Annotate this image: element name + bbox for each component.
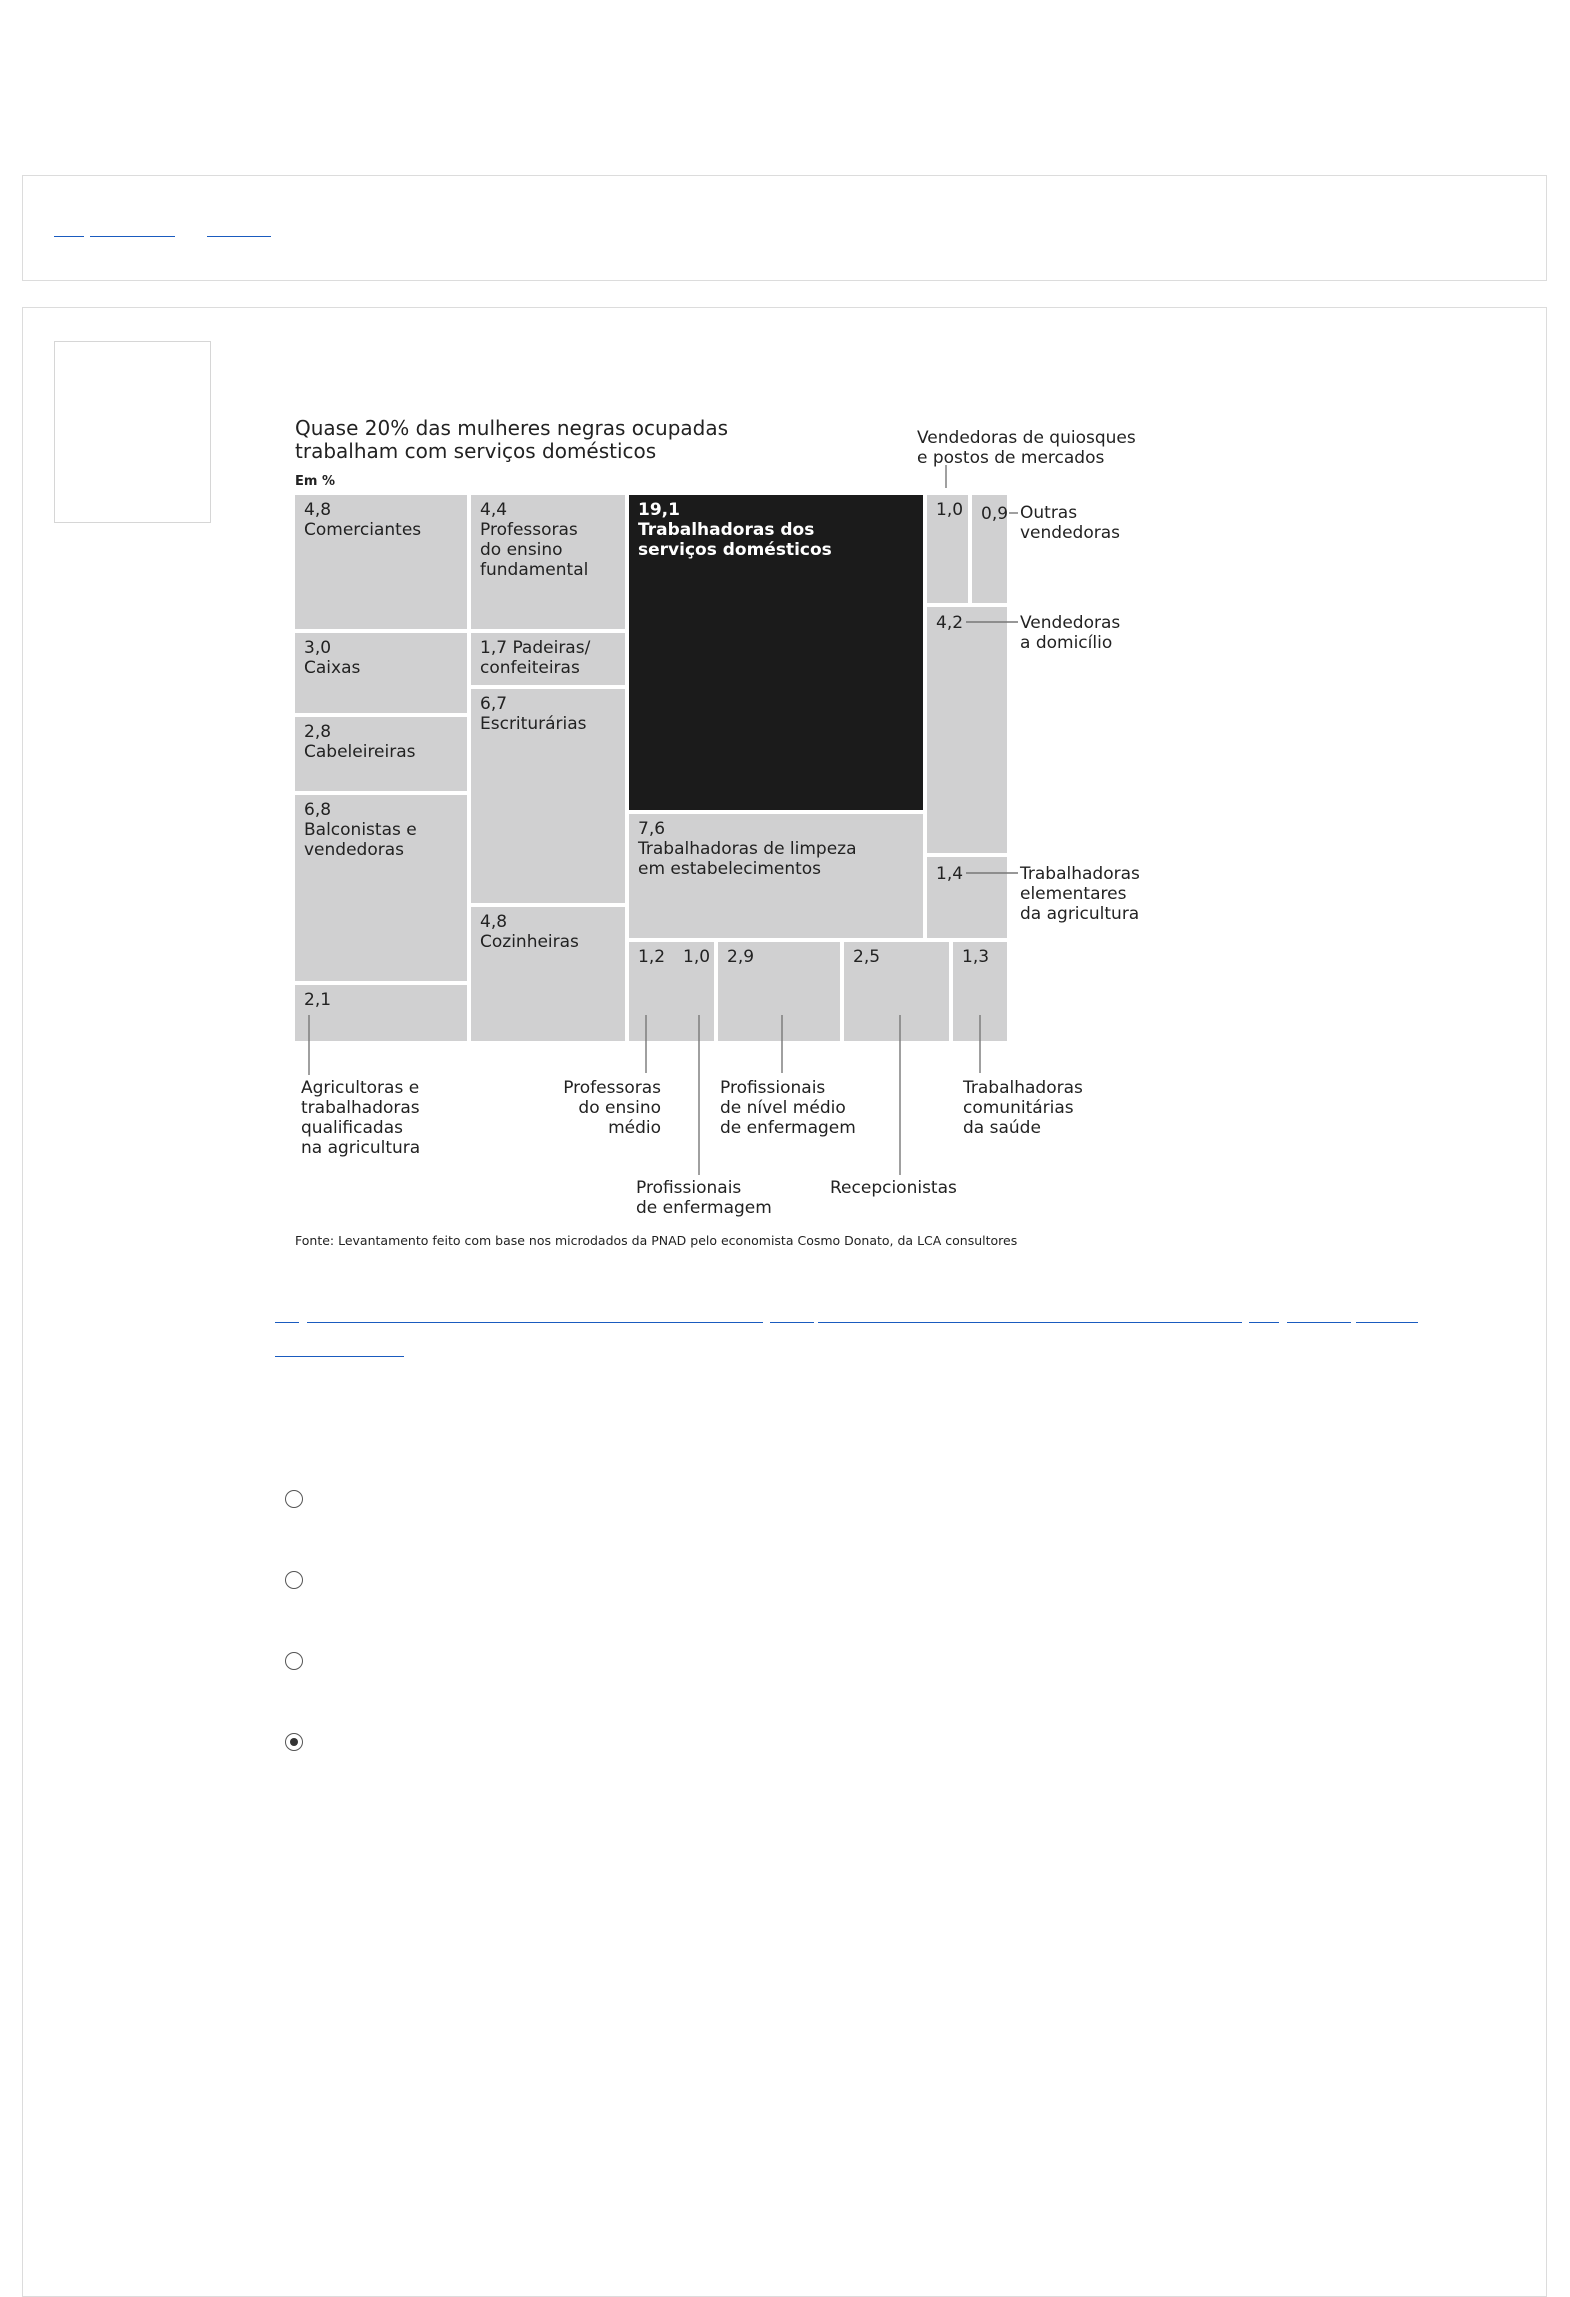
cell-label: 6,8 Balconistas e vendedoras [304,800,417,860]
chart-title: Quase 20% das mulheres negras ocupadas trabalham com serviços domésticos [295,416,729,463]
cell-label: 3,0 Caixas [304,638,361,678]
outside-label: Agricultoras e trabalhadoras qualificadas na agricultura [301,1078,421,1158]
caption-link-8[interactable] [275,1356,404,1357]
cell-label: 4,4 Professoras do ensino fundamental [480,500,589,580]
outside-label: Vendedoras de quiosques e postos de mercados [917,428,1136,468]
treemap-cell [927,607,1007,853]
cell-label: 4,8 Cozinheiras [480,912,579,952]
cell-label: 1,7 Padeiras/ confeiteiras [480,638,591,678]
cell-value: 2,5 [853,947,881,967]
answer-option-1[interactable] [285,1490,303,1508]
caption-link-3[interactable] [770,1322,814,1323]
caption-link-6[interactable] [1287,1322,1351,1323]
answer-option-2[interactable] [285,1571,303,1589]
top-link-1[interactable] [54,236,84,237]
caption-link-4[interactable] [818,1322,1242,1323]
cell-value: 1,3 [962,947,990,967]
answer-option-3[interactable] [285,1652,303,1670]
treemap-chart [290,410,1170,1260]
cell-value: 2,9 [727,947,755,967]
caption-link-2[interactable] [307,1322,763,1323]
cell-label: 7,6 Trabalhadoras de limpeza em estabelecimentos [638,819,857,879]
cell-value: 1,2 [638,947,666,967]
top-panel [22,175,1547,281]
cell-value: 1,0 [683,947,711,967]
cell-value: 1,4 [936,864,964,884]
cell-value: 4,2 [936,613,964,633]
outside-label: Professoras do ensino médio [563,1078,661,1138]
cell-value: 1,0 [936,500,964,520]
outside-label: Profissionais de enfermagem [636,1178,772,1218]
outside-label: Recepcionistas [830,1178,957,1198]
top-link-3[interactable] [207,236,271,237]
source-note: Fonte: Levantamento feito com base nos microdados da PNAD pelo economista Cosmo Donato, da LCA consultores [295,1233,1018,1248]
answer-option-4[interactable] [285,1733,303,1751]
cell-label: 4,8 Comerciantes [304,500,422,540]
unit-label: Em % [295,474,335,489]
caption-link-7[interactable] [1356,1322,1418,1323]
cell-value: 0,9 [981,504,1009,524]
outside-label: Trabalhadoras elementares da agricultura [1020,864,1140,924]
outside-label: Profissionais de nível médio de enfermagem [720,1078,856,1138]
caption-link-5[interactable] [1249,1322,1279,1323]
radio-selected-dot [290,1738,298,1746]
cell-label: 19,1 Trabalhadoras dos serviços domésticos [638,500,832,560]
cell-label: 2,8 Cabeleireiras [304,722,416,762]
treemap-svg [290,410,1170,1260]
cell-label: 6,7 Escriturárias [480,694,587,734]
outside-label: Vendedoras a domicílio [1020,613,1121,653]
outside-label: Trabalhadoras comunitárias da saúde [963,1078,1083,1138]
cell-value: 2,1 [304,990,332,1010]
top-link-2[interactable] [90,236,175,237]
caption-link-1[interactable] [275,1322,299,1323]
outside-label: Outras vendedoras [1020,503,1120,543]
thumbnail-image[interactable] [54,341,211,523]
